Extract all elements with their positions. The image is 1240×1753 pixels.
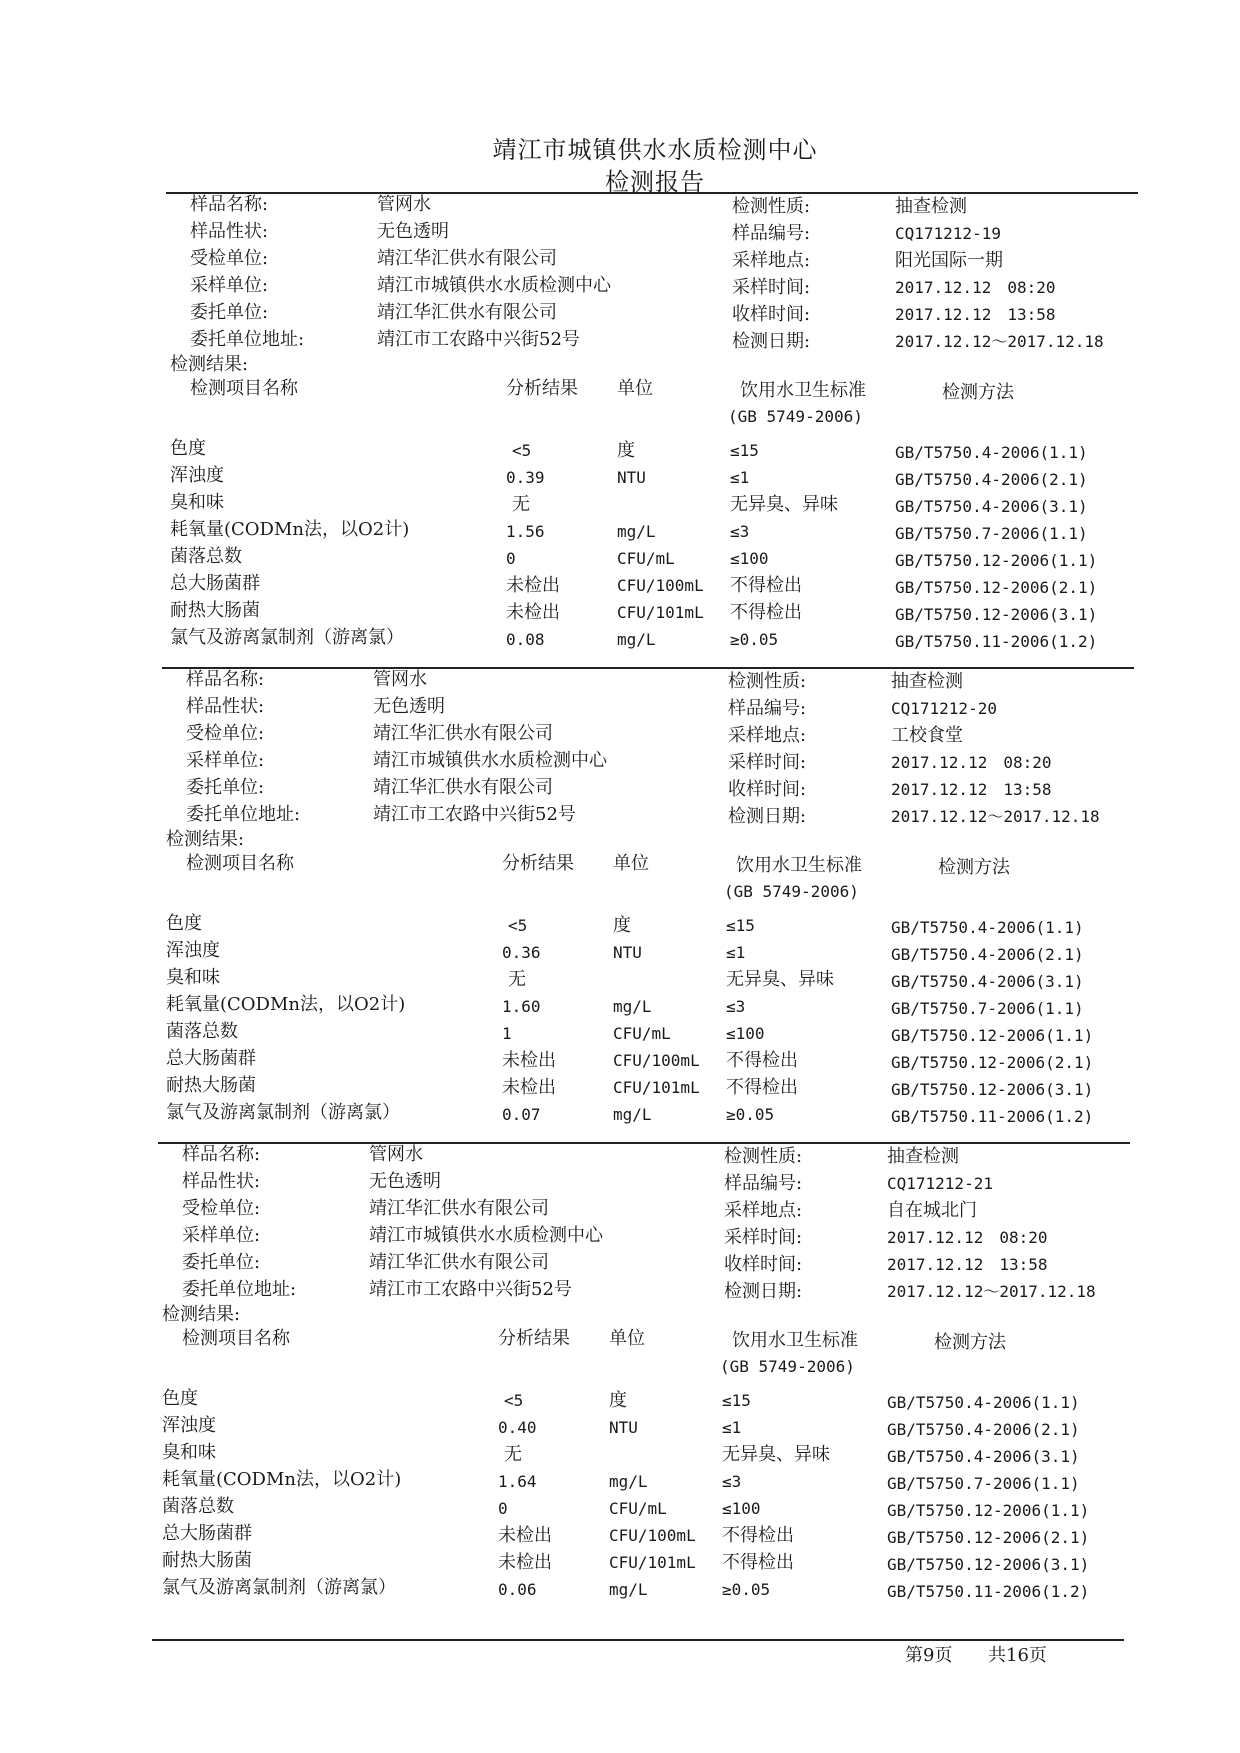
info-value: 靖江华汇供水有限公司 [377,248,557,269]
table-cell-item: 菌落总数 [162,1496,234,1517]
info-value: 靖江市工农路中兴街52号 [373,804,576,825]
table-cell-result: <5 [512,441,532,460]
info-value: 抽查检测 [895,196,967,217]
table-cell-standard: ≤15 [730,441,759,460]
table-cell-unit: mg/L [617,630,656,649]
table-cell-method: GB/T5750.11-2006(1.2) [891,1107,1094,1126]
header-item: 检测项目名称 [186,853,294,874]
table-cell-unit: NTU [617,468,646,487]
table-cell-method: GB/T5750.11-2006(1.2) [895,632,1098,651]
table-cell-standard: ≥0.05 [730,630,779,649]
table-cell-item: 耗氧量(CODMn法，以O2计) [170,519,410,540]
info-value: 靖江市工农路中兴街52号 [369,1279,572,1300]
table-cell-item: 耐热大肠菌 [170,600,260,621]
header-standard: 饮用水卫生标准 [736,855,862,876]
header-item: 检测项目名称 [182,1328,290,1349]
info-label: 样品性状: [182,1171,261,1192]
table-cell-result: 无 [512,494,530,515]
table-cell-result: 0 [498,1499,508,1518]
table-cell-unit: mg/L [609,1580,648,1599]
org-title: 靖江市城镇供水水质检测中心 [492,136,818,164]
info-value: 2017.12.12～2017.12.18 [887,1282,1096,1301]
table-cell-method: GB/T5750.7-2006(1.1) [887,1474,1080,1493]
table-cell-standard: 不得检出 [722,1552,794,1573]
table-cell-method: GB/T5750.12-2006(1.1) [887,1501,1090,1520]
table-cell-method: GB/T5750.4-2006(1.1) [895,443,1088,462]
table-cell-unit: CFU/101mL [613,1078,700,1097]
info-value: 管网水 [369,1144,423,1165]
info-label: 样品名称: [186,669,265,690]
info-value: 靖江市城镇供水水质检测中心 [369,1225,603,1246]
info-label: 样品名称: [190,194,269,215]
table-cell-method: GB/T5750.4-2006(2.1) [895,470,1088,489]
table-cell-method: GB/T5750.12-2006(3.1) [891,1080,1094,1099]
header-method: 检测方法 [938,857,1010,878]
info-value: 抽查检测 [891,671,963,692]
table-cell-unit: mg/L [613,997,652,1016]
info-label: 收样时间: [728,779,807,800]
table-cell-unit: CFU/100mL [617,576,704,595]
table-cell-unit: CFU/101mL [609,1553,696,1572]
info-value: 靖江市城镇供水水质检测中心 [373,750,607,771]
info-label: 采样地点: [724,1200,803,1221]
table-cell-method: GB/T5750.7-2006(1.1) [891,999,1084,1018]
table-cell-result: 0.06 [498,1580,537,1599]
info-value: 2017.12.12 13:58 [895,305,1056,324]
table-cell-item: 总大肠菌群 [166,1048,256,1069]
table-cell-unit: 度 [609,1390,627,1411]
info-label: 委托单位: [186,777,265,798]
table-cell-standard: 无异臭、异味 [726,969,834,990]
table-cell-method: GB/T5750.4-2006(3.1) [891,972,1084,991]
info-label: 受检单位: [186,723,265,744]
table-cell-item: 耗氧量(CODMn法，以O2计) [166,994,406,1015]
table-cell-method: GB/T5750.12-2006(1.1) [895,551,1098,570]
table-cell-unit: 度 [613,915,631,936]
info-label: 检测性质: [728,671,807,692]
table-cell-method: GB/T5750.7-2006(1.1) [895,524,1088,543]
info-label: 采样地点: [732,250,811,271]
table-cell-result: <5 [508,916,528,935]
table-cell-result: 0.39 [506,468,545,487]
table-cell-standard: ≤100 [726,1024,765,1043]
section-rule [158,1142,1130,1144]
table-cell-item: 耗氧量(CODMn法，以O2计) [162,1469,402,1490]
info-value: 自在城北门 [887,1200,977,1221]
table-cell-method: GB/T5750.4-2006(2.1) [891,945,1084,964]
table-cell-unit: mg/L [617,522,656,541]
info-value: 2017.12.12 13:58 [887,1255,1048,1274]
page-total: 共16页 [988,1645,1047,1666]
table-cell-result: 1.56 [506,522,545,541]
info-value: 靖江华汇供水有限公司 [373,777,553,798]
table-cell-unit: CFU/mL [613,1024,671,1043]
table-cell-method: GB/T5750.12-2006(2.1) [891,1053,1094,1072]
info-value: 无色透明 [369,1171,441,1192]
table-cell-item: 菌落总数 [170,546,242,567]
table-cell-result: 0.07 [502,1105,541,1124]
table-cell-method: GB/T5750.12-2006(3.1) [895,605,1098,624]
table-cell-result: 无 [504,1444,522,1465]
header-unit: 单位 [617,378,653,399]
info-label: 采样地点: [728,725,807,746]
header-method: 检测方法 [934,1332,1006,1353]
info-value: 2017.12.12 08:20 [891,753,1052,772]
table-cell-item: 耐热大肠菌 [162,1550,252,1571]
header-standard: 饮用水卫生标准 [732,1330,858,1351]
header-result: 分析结果 [506,378,578,399]
table-cell-standard: ≤3 [726,997,746,1016]
info-value: 2017.12.12 08:20 [895,278,1056,297]
info-label: 收样时间: [732,304,811,325]
info-value: 抽查检测 [887,1146,959,1167]
table-cell-item: 菌落总数 [166,1021,238,1042]
header-item: 检测项目名称 [190,378,298,399]
table-cell-standard: 无异臭、异味 [730,494,838,515]
table-cell-result: 1.60 [502,997,541,1016]
section-rule [162,667,1134,669]
table-cell-unit: CFU/mL [617,549,675,568]
info-label: 检测日期: [724,1281,803,1302]
table-cell-item: 色度 [166,913,202,934]
table-cell-item: 耐热大肠菌 [166,1075,256,1096]
table-cell-unit: CFU/100mL [609,1526,696,1545]
table-cell-item: 臭和味 [166,967,220,988]
table-cell-result: 无 [508,969,526,990]
table-cell-standard: ≥0.05 [722,1580,771,1599]
table-cell-standard: ≥0.05 [726,1105,775,1124]
table-cell-unit: NTU [609,1418,638,1437]
table-cell-standard: ≤15 [726,916,755,935]
table-cell-item: 浑浊度 [170,465,224,486]
info-label: 样品性状: [186,696,265,717]
table-cell-standard: 无异臭、异味 [722,1444,830,1465]
info-value: CQ171212-19 [895,224,1001,243]
table-cell-standard: ≤1 [730,468,750,487]
table-cell-standard: ≤1 [726,943,746,962]
table-cell-result: 1.64 [498,1472,537,1491]
table-cell-result: 0 [506,549,516,568]
table-cell-item: 色度 [170,438,206,459]
table-cell-result: 0.08 [506,630,545,649]
table-cell-unit: mg/L [613,1105,652,1124]
header-standard: 饮用水卫生标准 [740,380,866,401]
info-label: 采样单位: [186,750,265,771]
table-cell-unit: mg/L [609,1472,648,1491]
table-cell-result: 未检出 [502,1050,556,1071]
header-method: 检测方法 [942,382,1014,403]
table-cell-standard: ≤100 [722,1499,761,1518]
table-cell-method: GB/T5750.12-2006(2.1) [895,578,1098,597]
table-cell-item: 总大肠菌群 [162,1523,252,1544]
table-cell-result: 0.36 [502,943,541,962]
table-cell-method: GB/T5750.12-2006(1.1) [891,1026,1094,1045]
table-cell-method: GB/T5750.12-2006(3.1) [887,1555,1090,1574]
header-result: 分析结果 [502,853,574,874]
info-label: 采样时间: [732,277,811,298]
header-unit: 单位 [613,853,649,874]
table-cell-standard: ≤15 [722,1391,751,1410]
table-cell-standard: 不得检出 [730,602,802,623]
info-label: 检测日期: [732,331,811,352]
info-label: 委托单位: [182,1252,261,1273]
table-cell-method: GB/T5750.11-2006(1.2) [887,1582,1090,1601]
info-label: 委托单位: [190,302,269,323]
info-label: 样品编号: [724,1173,803,1194]
info-label: 采样单位: [190,275,269,296]
info-value: 靖江华汇供水有限公司 [373,723,553,744]
info-value: 靖江华汇供水有限公司 [369,1198,549,1219]
table-cell-item: 氯气及游离氯制剂（游离氯） [162,1577,396,1598]
table-cell-item: 臭和味 [162,1442,216,1463]
table-cell-method: GB/T5750.4-2006(1.1) [891,918,1084,937]
table-cell-method: GB/T5750.12-2006(2.1) [887,1528,1090,1547]
info-value: 2017.12.12 08:20 [887,1228,1048,1247]
table-cell-standard: ≤3 [722,1472,742,1491]
info-label: 样品性状: [190,221,269,242]
section-rule [166,192,1138,194]
info-label: 采样单位: [182,1225,261,1246]
header-standard-ref: (GB 5749-2006) [724,882,859,901]
info-value: 2017.12.12 13:58 [891,780,1052,799]
info-value: 无色透明 [377,221,449,242]
info-value: 管网水 [377,194,431,215]
info-label: 采样时间: [728,752,807,773]
info-label: 样品编号: [728,698,807,719]
info-label: 样品名称: [182,1144,261,1165]
table-cell-method: GB/T5750.4-2006(3.1) [895,497,1088,516]
results-label: 检测结果: [166,829,245,850]
table-cell-result: 0.40 [498,1418,537,1437]
info-value: 无色透明 [373,696,445,717]
header-result: 分析结果 [498,1328,570,1349]
table-cell-standard: 不得检出 [726,1050,798,1071]
header-unit: 单位 [609,1328,645,1349]
header-standard-ref: (GB 5749-2006) [728,407,863,426]
info-value: 靖江华汇供水有限公司 [369,1252,549,1273]
table-cell-item: 总大肠菌群 [170,573,260,594]
info-value: 阳光国际一期 [895,250,1003,271]
table-cell-standard: ≤3 [730,522,750,541]
table-cell-standard: 不得检出 [722,1525,794,1546]
info-value: 工校食堂 [891,725,963,746]
footer-rule [152,1639,1124,1641]
results-label: 检测结果: [170,354,249,375]
table-cell-unit: CFU/mL [609,1499,667,1518]
table-cell-standard: ≤100 [730,549,769,568]
table-cell-unit: NTU [613,943,642,962]
info-value: 靖江市工农路中兴街52号 [377,329,580,350]
table-cell-standard: 不得检出 [730,575,802,596]
info-value: CQ171212-21 [887,1174,993,1193]
table-cell-result: 未检出 [498,1552,552,1573]
table-cell-unit: 度 [617,440,635,461]
info-label: 委托单位地址: [186,804,301,825]
info-value: CQ171212-20 [891,699,997,718]
table-cell-item: 色度 [162,1388,198,1409]
table-cell-standard: ≤1 [722,1418,742,1437]
table-cell-result: 未检出 [506,575,560,596]
info-label: 受检单位: [182,1198,261,1219]
table-cell-unit: CFU/100mL [613,1051,700,1070]
table-cell-item: 氯气及游离氯制剂（游离氯） [166,1102,400,1123]
info-label: 样品编号: [732,223,811,244]
table-cell-item: 浑浊度 [166,940,220,961]
info-value: 靖江市城镇供水水质检测中心 [377,275,611,296]
info-label: 检测日期: [728,806,807,827]
info-label: 检测性质: [724,1146,803,1167]
header-standard-ref: (GB 5749-2006) [720,1357,855,1376]
table-cell-result: 1 [502,1024,512,1043]
info-label: 收样时间: [724,1254,803,1275]
info-label: 检测性质: [732,196,811,217]
table-cell-item: 臭和味 [170,492,224,513]
table-cell-unit: CFU/101mL [617,603,704,622]
table-cell-item: 氯气及游离氯制剂（游离氯） [170,627,404,648]
table-cell-standard: 不得检出 [726,1077,798,1098]
info-label: 委托单位地址: [190,329,305,350]
table-cell-method: GB/T5750.4-2006(2.1) [887,1420,1080,1439]
info-value: 管网水 [373,669,427,690]
table-cell-result: 未检出 [506,602,560,623]
results-label: 检测结果: [162,1304,241,1325]
table-cell-method: GB/T5750.4-2006(1.1) [887,1393,1080,1412]
info-label: 受检单位: [190,248,269,269]
page-number: 第9页 [905,1645,953,1666]
info-value: 靖江华汇供水有限公司 [377,302,557,323]
report-title: 检测报告 [605,168,705,196]
table-cell-result: <5 [504,1391,524,1410]
info-label: 委托单位地址: [182,1279,297,1300]
info-value: 2017.12.12～2017.12.18 [895,332,1104,351]
table-cell-result: 未检出 [502,1077,556,1098]
info-value: 2017.12.12～2017.12.18 [891,807,1100,826]
table-cell-method: GB/T5750.4-2006(3.1) [887,1447,1080,1466]
table-cell-item: 浑浊度 [162,1415,216,1436]
info-label: 采样时间: [724,1227,803,1248]
table-cell-result: 未检出 [498,1525,552,1546]
